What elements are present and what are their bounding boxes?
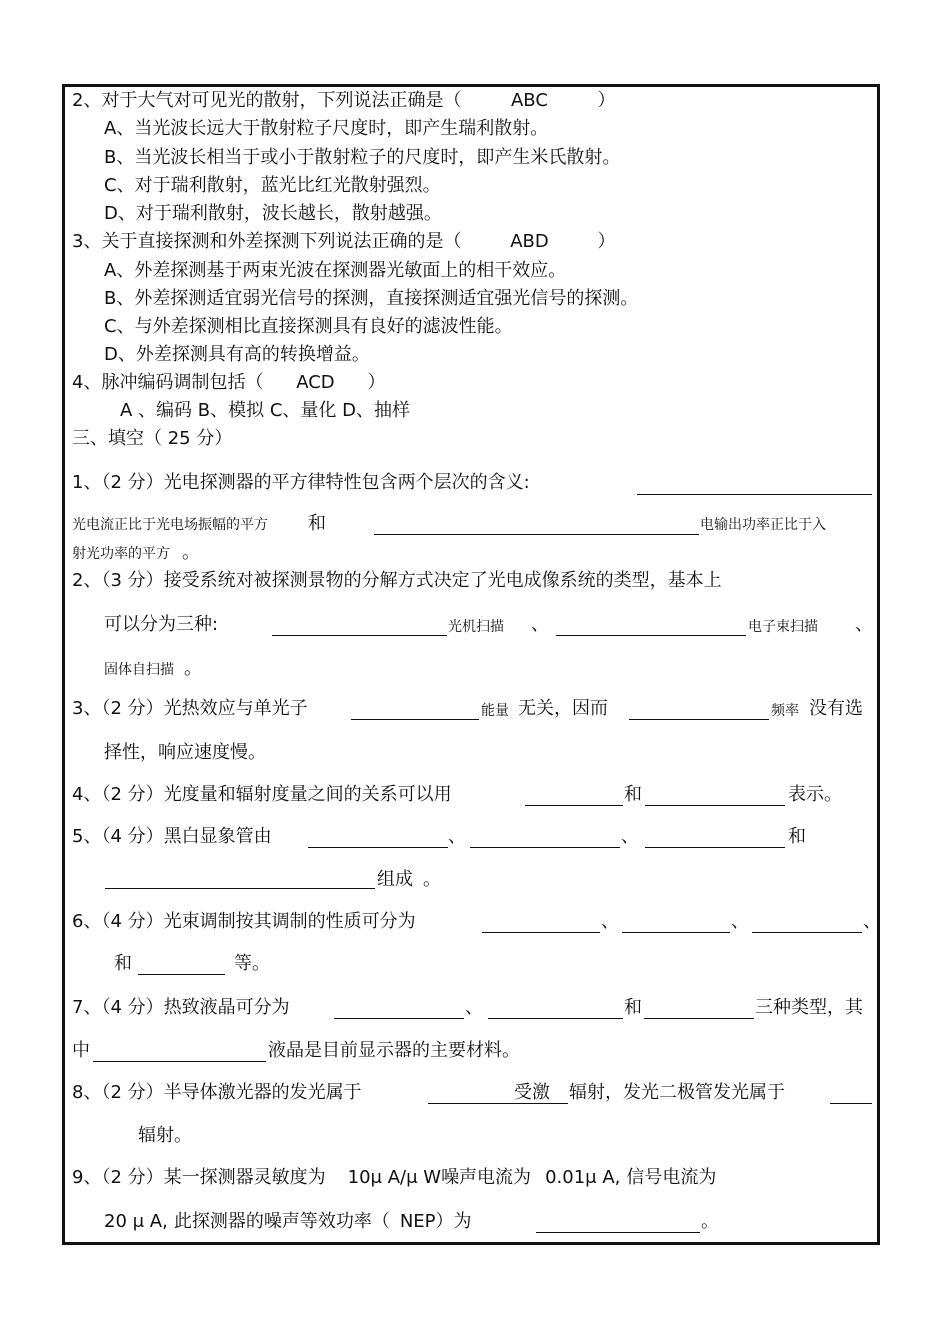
blank: [138, 956, 225, 975]
fill-question-9-line2: 20 μ A, 此探测器的噪声等效功率（ NEP）为: [104, 1211, 472, 1232]
blank: [637, 476, 872, 495]
blank: [482, 914, 600, 933]
answer: 射光功率的平方 。: [72, 542, 200, 563]
option: C、与外差探测相比直接探测具有良好的滤波性能。: [104, 316, 513, 337]
blank: [93, 1043, 266, 1062]
answer: 固体自扫描 。: [104, 658, 202, 679]
blank: [830, 1085, 872, 1104]
option: B、当光波长相当于或小于散射粒子的尺度时，即产生米氏散射。: [104, 147, 621, 168]
option: A、外差探测基于两束光波在探测器光敏面上的相干效应。: [104, 260, 567, 281]
blank: [536, 1214, 700, 1233]
answer: 光电流正比于光电场振幅的平方: [72, 517, 268, 533]
fill-question-7: 7、（4 分）热致液晶可分为: [72, 997, 290, 1018]
blank: [629, 701, 769, 720]
fill-question-9: 9、（2 分）某一探测器灵敏度为 10μ A/μ W噪声电流为 0.01μ A, 信号电流为: [72, 1167, 717, 1188]
option: C、对于瑞利散射，蓝光比红光散射强烈。: [104, 175, 441, 196]
question-3: 3、关于直接探测和外差探测下列说法正确的是（ ABD ）: [72, 231, 616, 252]
blank: [374, 516, 699, 535]
fill-question-5: 5、（4 分）黑白显象管由: [72, 826, 272, 847]
option: B、外差探测适宜弱光信号的探测，直接探测适宜强光信号的探测。: [104, 288, 639, 309]
option: A、当光波长远大于散射粒子尺度时，即产生瑞利散射。: [104, 118, 549, 139]
answer: ACD: [296, 372, 335, 393]
blank: [645, 787, 785, 806]
blank: [752, 914, 862, 933]
blank: [644, 1000, 754, 1019]
fill-question-4: 4、（2 分）光度量和辐射度量之间的关系可以用: [72, 784, 452, 805]
blank: [308, 829, 448, 848]
question-4: 4、脉冲编码调制包括（ ACD ）: [72, 372, 386, 393]
option: D、对于瑞利散射，波长越长，散射越强。: [104, 203, 442, 224]
blank: [622, 914, 730, 933]
fill-question-2-line2: 可以分为三种:: [104, 614, 219, 635]
answer: 受激: [514, 1082, 550, 1103]
fill-question-8: 8、（2 分）半导体激光器的发光属于: [72, 1082, 362, 1103]
section-title: 三、填空（ 25 分）: [72, 428, 233, 449]
question-2: 2、对于大气对可见光的散射，下列说法正确是（ ABC ）: [72, 90, 616, 111]
answer: 光机扫描: [448, 619, 504, 635]
fill-question-2: 2、（3 分）接受系统对被探测景物的分解方式决定了光电成像系统的类型，基本上: [72, 570, 722, 591]
answer: 频率: [771, 703, 799, 719]
blank: [351, 701, 479, 720]
answer: 能量: [481, 703, 509, 719]
answer: ABC: [510, 90, 548, 111]
blank: [645, 829, 785, 848]
blank: [488, 1000, 623, 1019]
blank: [525, 787, 623, 806]
answer: 电子束扫描: [748, 619, 818, 635]
option: D、外差探测具有高的转换增益。: [104, 344, 370, 365]
fill-question-3: 3、（2 分）光热效应与单光子: [72, 698, 308, 719]
answer: ABD: [510, 231, 549, 252]
blank: [105, 870, 375, 889]
blank: [334, 1000, 464, 1019]
answer: 电输出功率正比于入: [700, 517, 826, 533]
blank: [470, 829, 620, 848]
fill-question-1: 1、（2 分）光电探测器的平方律特性包含两个层次的含义:: [72, 472, 530, 493]
blank: [272, 617, 447, 636]
fill-question-6: 6、（4 分）光束调制按其调制的性质可分为: [72, 911, 416, 932]
option: A 、编码 B、模拟 C、量化 D、抽样: [120, 400, 410, 421]
fill-answer-line: 光电流正比于光电场振幅的平方 和: [72, 513, 326, 534]
blank: [556, 617, 746, 636]
